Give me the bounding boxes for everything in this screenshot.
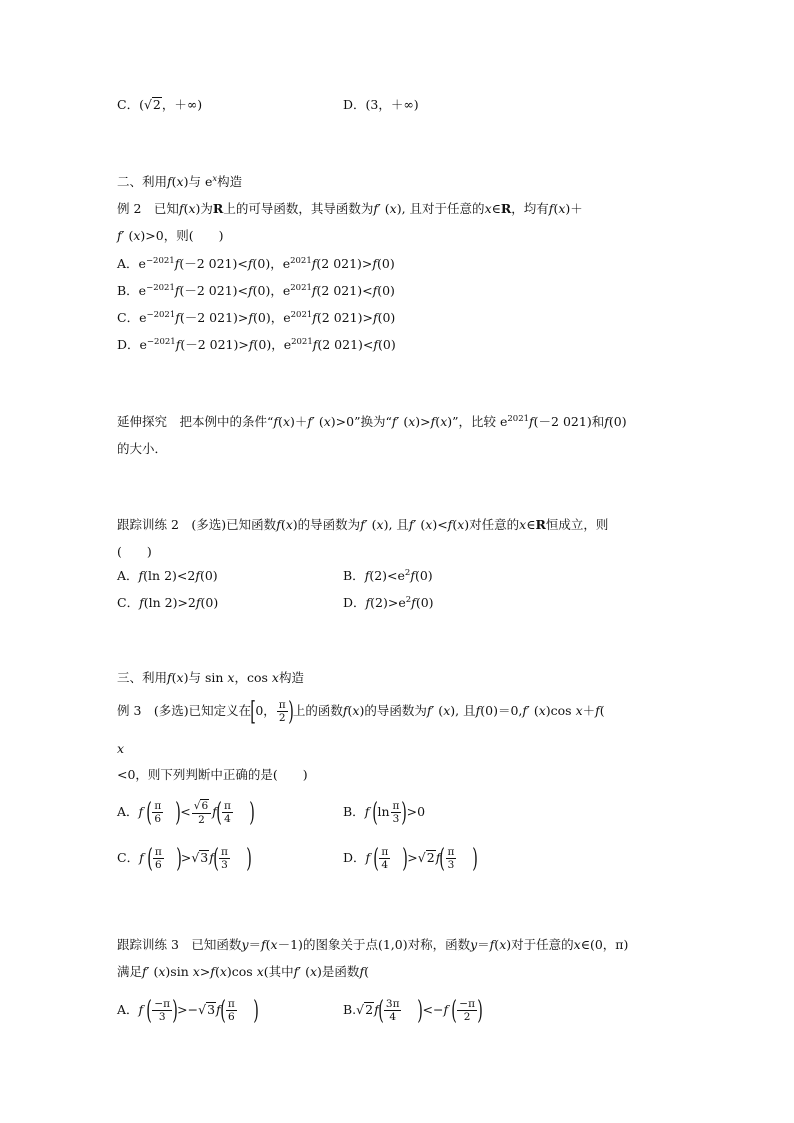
example2-option-a: A．$e^{-2021}f(-2$ 021)<f(0)，$e^{2021}f(2$ 021)>f(0) xyxy=(117,256,395,271)
example3-option-a: A．f ( $\frac{\pi}{6}$ )< $\frac{√6}{2}$ f( $\frac{\pi}{4}$ ) xyxy=(117,797,255,828)
example3-line3: <0，则下列判断中正确的是( ) xyxy=(117,767,308,782)
extension-line1: 延伸探究 把本例中的条件“f(x)＋f′ (x)>0”换为“f′ (x)>f(x)”，比较 $e^{2021}f(-2$ 021)和f(0) xyxy=(117,414,627,429)
track3-line1: 跟踪训练 3 已知函数y＝f(x－1)的图象关于点(1,0)对称，函数y＝f(x)对于任意的x∈(0，π) xyxy=(117,937,629,952)
track2-option-a: A．f(ln 2)<2f(0) xyxy=(117,568,218,583)
track3-option-a: A．f ( $\frac{-\pi}{3}$ )>−√3f( $\frac{\pi}{6}$ ) xyxy=(117,995,259,1026)
track3-line2: 满足f′ (x)sin x>f(x)cos x(其中f′ (x)是函数f( xyxy=(117,964,369,979)
section2-title: 二、利用f(x)与 $e^x$构造 xyxy=(117,174,243,189)
section3-title: 三、利用f(x)与 sin x，cos x构造 xyxy=(117,670,304,685)
sqrt-symbol: √ xyxy=(356,1002,365,1017)
example2-option-b: B．$e^{-2021}f(-2$ 021)<f(0)，$e^{2021}f(2$ 021)<f(0) xyxy=(117,283,395,298)
fraction: $\frac{\pi}{2}$ xyxy=(278,699,286,724)
example3-option-b: B．f (ln $\frac{\pi}{3}$ )>0 xyxy=(343,797,426,828)
example2-line2: f′ (x)>0，则( ) xyxy=(117,228,224,243)
extension-line2: 的大小． xyxy=(117,441,168,456)
track2-option-b: B．$f(2)<e^2f(0)$ xyxy=(343,568,433,583)
track2-option-c: C．f(ln 2)>2f(0) xyxy=(117,595,219,610)
example2-option-c: C．$e^{-2021}f(-2$ 021)>f(0)，$e^{2021}f(2$ 021)>f(0) xyxy=(117,310,396,325)
example3-option-c: C．f ( $\frac{\pi}{6}$ )>√3f( $\frac{\pi}{3}$ ) xyxy=(117,843,252,874)
example3-option-d: D．f ( $\frac{\pi}{4}$ )>√2f( $\frac{\pi}{3}$ ) xyxy=(343,843,479,874)
sqrt-symbol: √ xyxy=(191,850,200,865)
sqrt-symbol: √ xyxy=(198,1002,207,1017)
option-c-prev: C．(√2，＋∞) xyxy=(117,97,203,112)
example3-line1: 例 3 (多选)已知定义在[0， $\frac{\pi}{2}$ )上的函数f(x)的导函数为f′ (x), 且f(0)＝0,f′ (x)cos x＋f( xyxy=(117,696,605,727)
example2-line1: 例 2 已知f(x)为R上的可导函数，其导函数为f′ (x), 且对于任意的x∈R，均有f(x)＋ xyxy=(117,201,583,216)
track3-option-b: B.√2f( $\frac{3\pi}{4}$ )<−f ( $\frac{-\pi}{2}$ ) xyxy=(343,995,483,1026)
sqrt-symbol: √ xyxy=(143,97,152,112)
track2-line2: ( ) xyxy=(117,544,152,559)
option-d-prev: D．(3，＋∞) xyxy=(343,97,419,112)
sqrt-symbol: √ xyxy=(193,800,201,812)
example3-line2: x xyxy=(117,741,125,756)
example2-option-d: D．$e^{-2021}f(-2$ 021)>f(0)，$e^{2021}f(2$ 021)<f(0) xyxy=(117,337,396,352)
track2-line1: 跟踪训练 2 (多选)已知函数f(x)的导函数为f′ (x), 且f′ (x)<f(x)对任意的x∈R恒成立，则 xyxy=(117,517,609,532)
track2-option-d: D．$f(2)>e^2f(0)$ xyxy=(343,595,434,610)
sqrt-symbol: √ xyxy=(417,850,426,865)
